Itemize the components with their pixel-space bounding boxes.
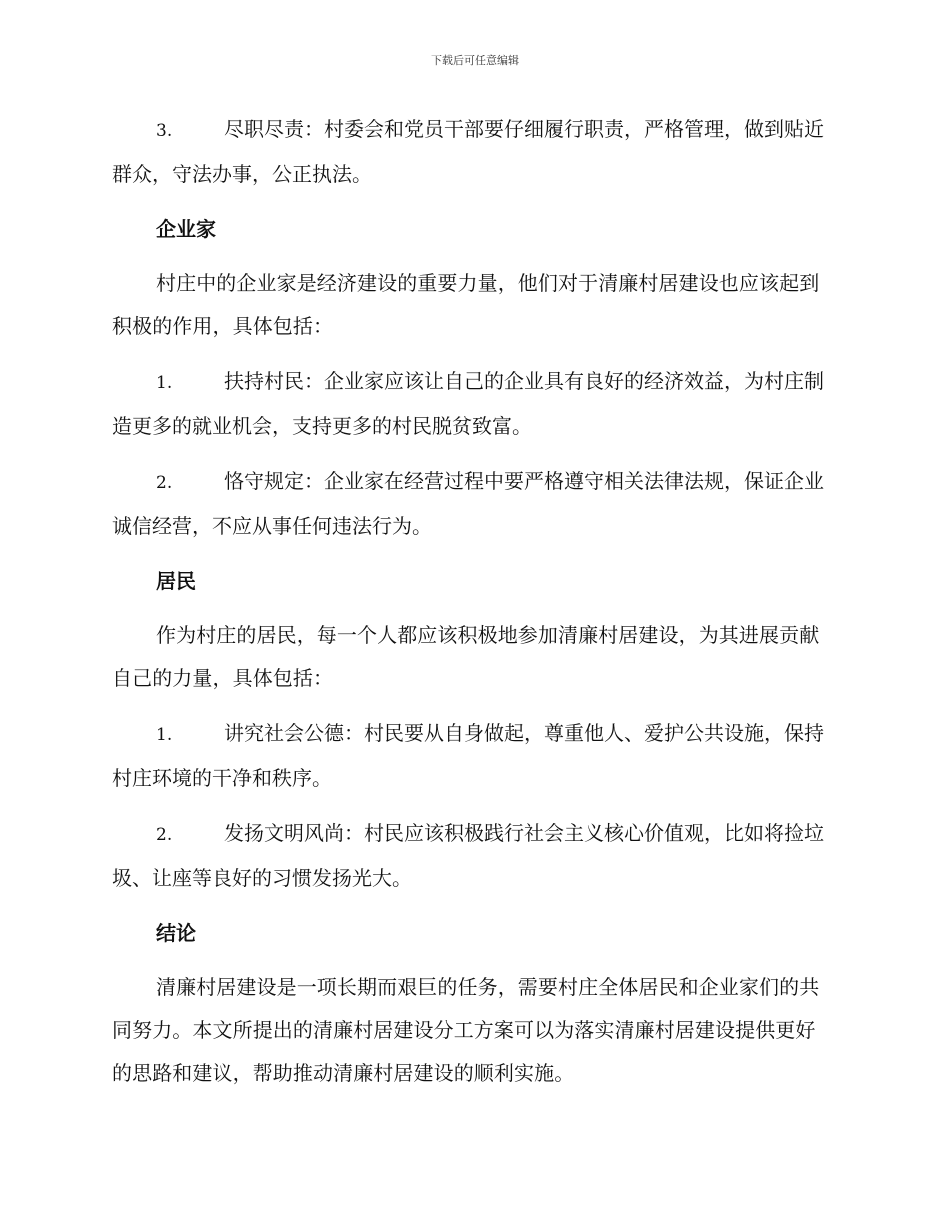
paragraph: 清廉村居建设是一项长期而艰巨的任务，需要村庄全体居民和企业家们的共同努力。本文所提出的清廉村居建设分工方案可以为落实清廉村居建设提供更好的思路和建议，帮助推动清廉村居建设的顺利实施。 xyxy=(112,975,820,1085)
section-heading-conclusion: 结论 xyxy=(156,921,196,945)
document-body xyxy=(112,108,834,1107)
list-item xyxy=(112,812,834,900)
list-number: 2. xyxy=(156,825,173,845)
list-number: 1. xyxy=(156,373,173,393)
page-header: 下载后可任意编辑 xyxy=(431,54,519,67)
list-text: 讲究社会公德：村民要从自身做起，尊重他人、爱护公共设施，保持村庄环境的干净和秩序。 xyxy=(112,721,824,790)
list-number: 3. xyxy=(156,121,173,141)
list-item xyxy=(112,360,834,448)
paragraph: 作为村庄的居民，每一个人都应该积极地参加清廉村居建设，为其进展贡献自己的力量，具体包括： xyxy=(112,623,820,690)
list-item xyxy=(112,108,834,196)
section-heading-residents: 居民 xyxy=(156,569,196,593)
list-text: 扶持村民：企业家应该让自己的企业具有良好的经济效益，为村庄制造更多的就业机会，支持更多的村民脱贫致富。 xyxy=(112,369,824,438)
list-item xyxy=(112,712,834,800)
section-heading-entrepreneur: 企业家 xyxy=(156,217,216,241)
paragraph: 村庄中的企业家是经济建设的重要力量，他们对于清廉村居建设也应该起到积极的作用，具体包括： xyxy=(112,271,820,338)
list-number: 1. xyxy=(156,725,173,745)
list-number: 2. xyxy=(156,473,173,493)
list-text: 尽职尽责：村委会和党员干部要仔细履行职责，严格管理，做到贴近群众，守法办事，公正执法。 xyxy=(112,117,824,186)
list-text: 发扬文明风尚：村民应该积极践行社会主义核心价值观，比如将捡垃圾、让座等良好的习惯发扬光大。 xyxy=(112,821,824,890)
list-text: 恪守规定：企业家在经营过程中要严格遵守相关法律法规，保证企业诚信经营，不应从事任何违法行为。 xyxy=(112,469,824,538)
list-item xyxy=(112,460,834,548)
